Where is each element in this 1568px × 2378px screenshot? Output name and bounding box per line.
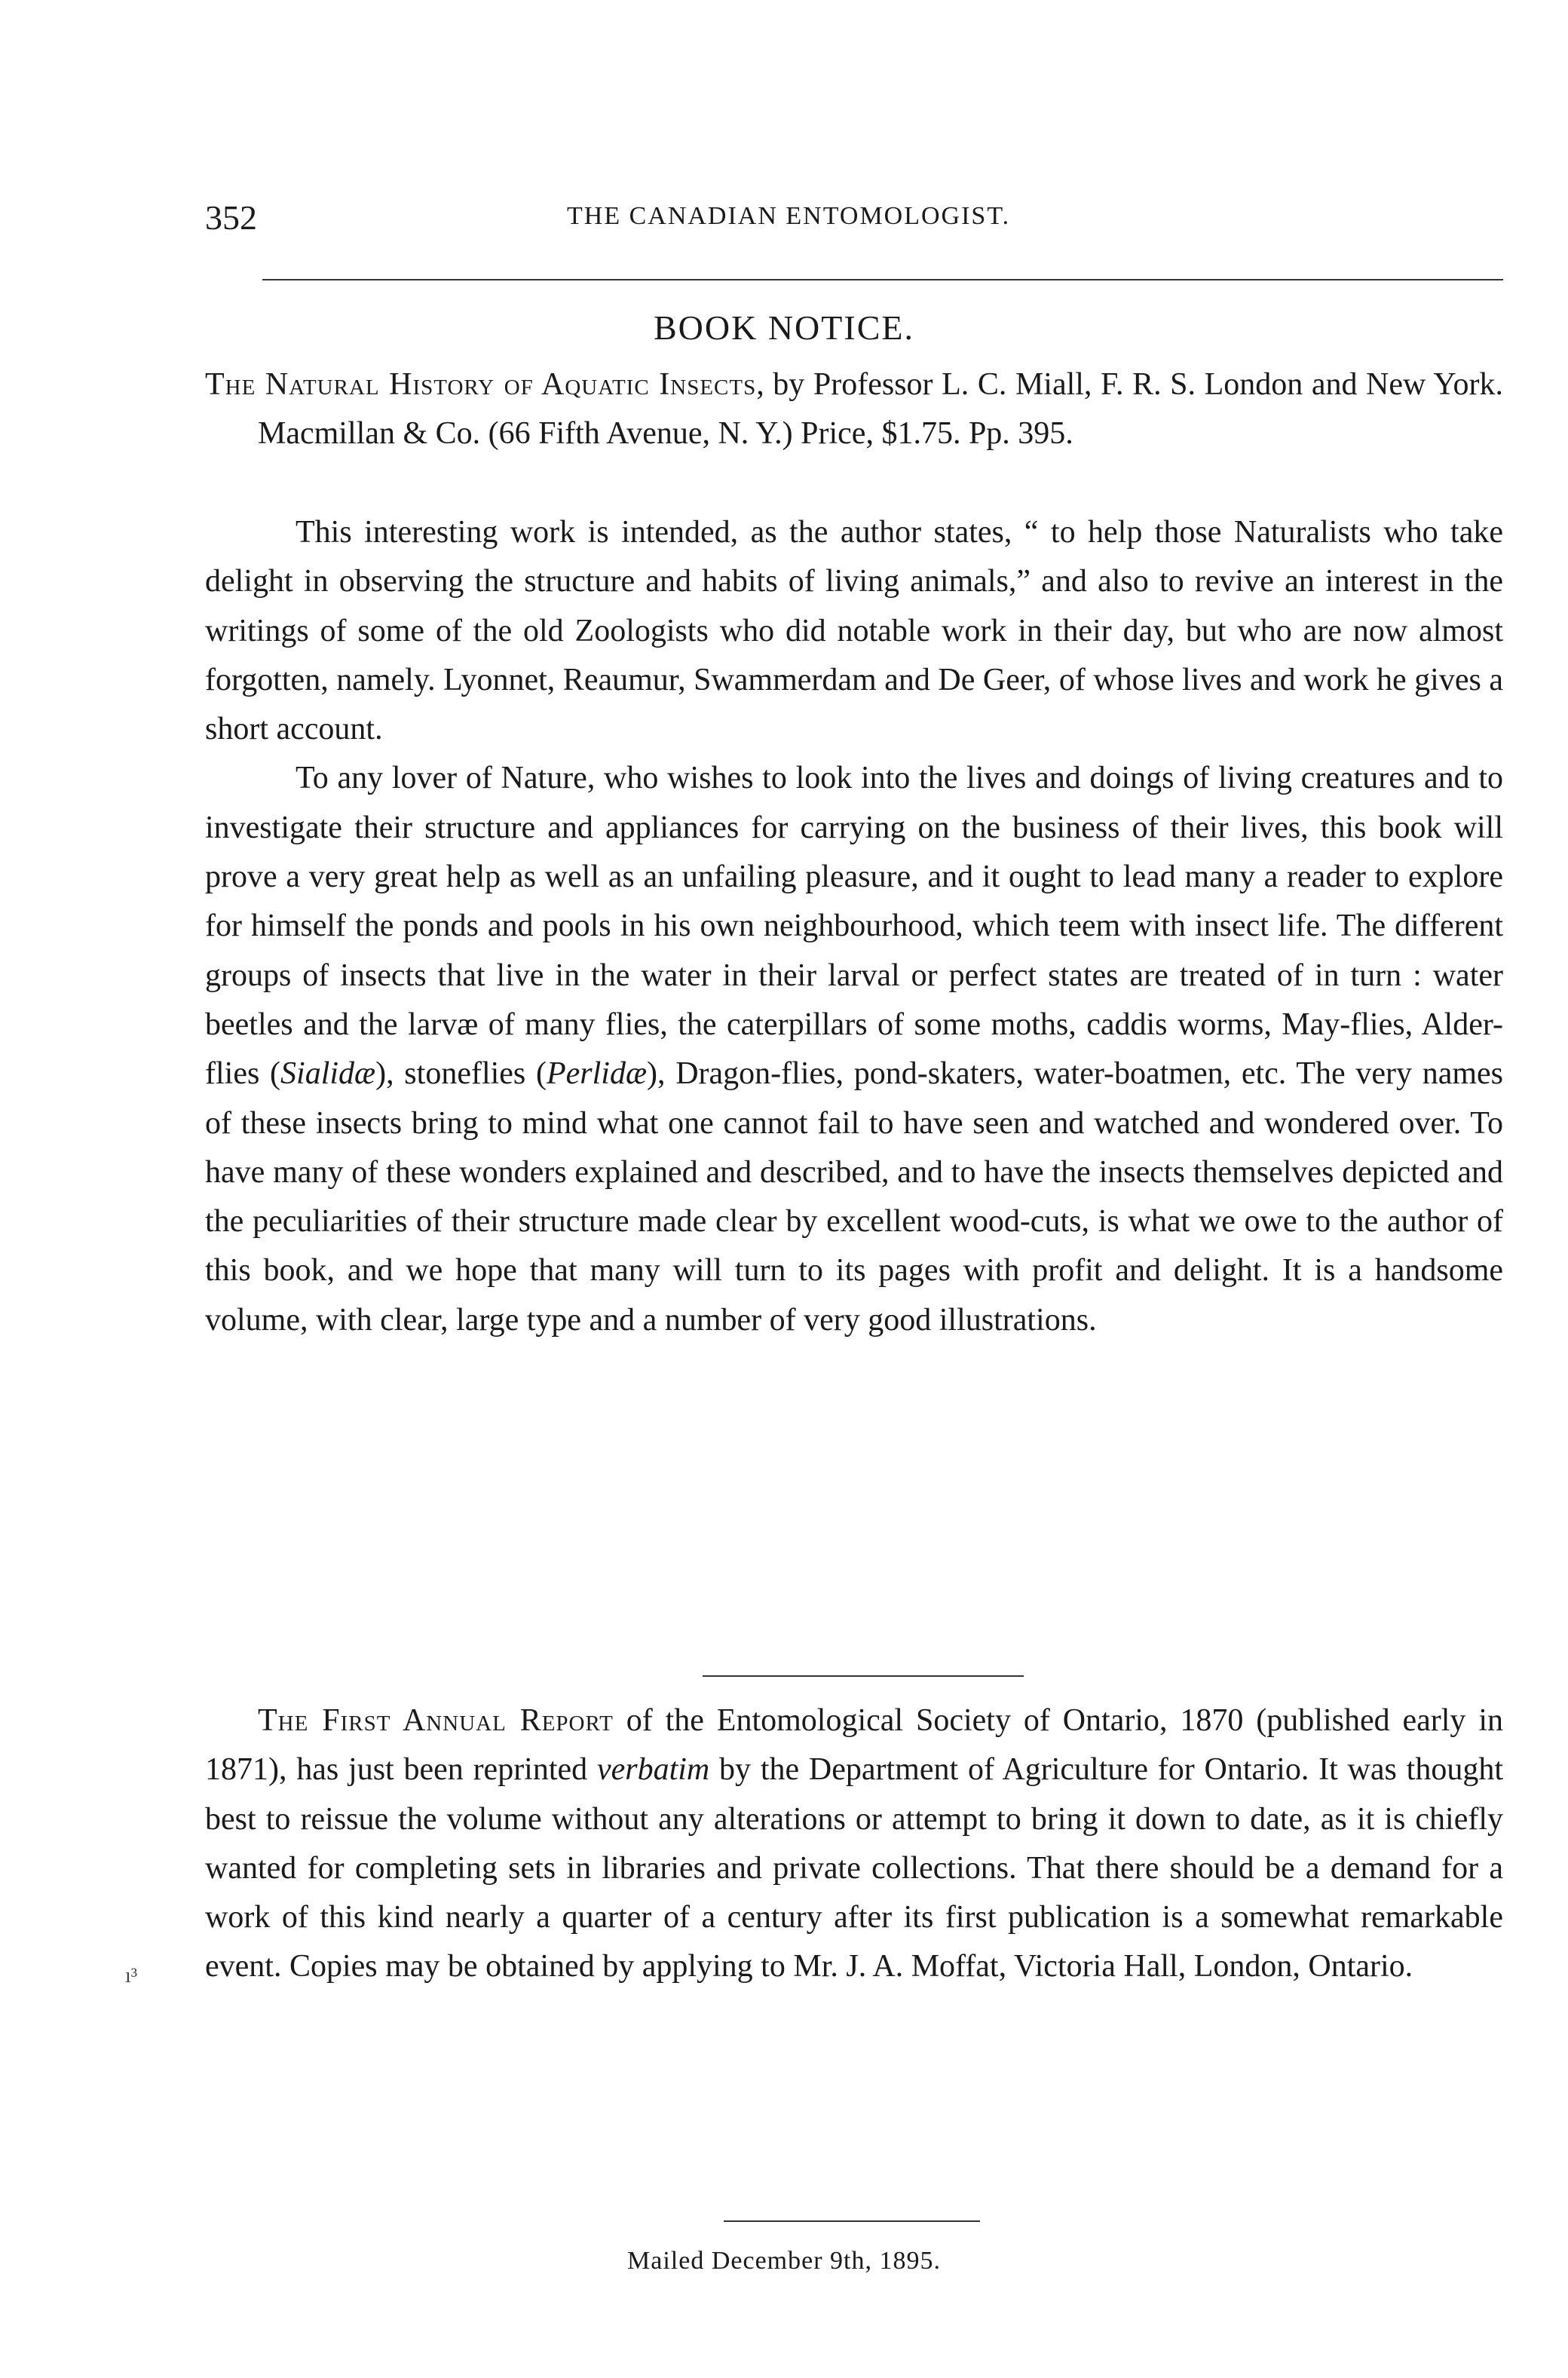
review-paragraph-1: This interesting work is intended, as the author states, “ to help those Naturalists who take delight in observing the structure and habits of living animals,” and also to revive an interest in the writings of some of the old Zoologists who did notable work in their day, but who are now almost forgotten, namely. Lyonnet, Reaumur, Swammerdam and De Geer, of whose lives and work he gives a short account.: [205, 515, 1503, 747]
section-heading: BOOK NOTICE.: [654, 308, 914, 347]
family-name-sialidae: Sialidæ: [280, 1056, 376, 1092]
section-divider: [703, 1675, 1024, 1677]
margin-mark: ı³: [125, 1964, 138, 1987]
review-paragraph-2: [205, 754, 1503, 1345]
report-notice: [205, 1696, 1503, 1992]
verbatim-word: verbatim: [596, 1752, 710, 1788]
report-text: of the Entomological Society of Ontario, 1870 (published early in 1871), has just been reprinted: [205, 1703, 1503, 1788]
report-paragraph: [205, 1696, 1503, 1992]
book-citation-paragraph: [205, 360, 1503, 459]
family-name-perlidae: Perlidæ: [547, 1056, 647, 1092]
page-number: 352: [205, 198, 257, 237]
report-title: The First Annual Report: [258, 1703, 614, 1738]
review-text: To any lover of Nature, who wishes to look into the lives and doings of living creatures and to investigate their structure and appliances for carrying on the business of their lives, this book will prove a very great help as well as an unfailing pleasure, and it ought to lead many a reader to explore for himself the ponds and pools in his own neighbourhood, which teem with insect life. The different groups of insects that live in the water in their larval or perfect states are treated of in turn : water beetles and the larvæ of many flies, the caterpillars of some moths, caddis worms, May-flies, Alder-flies (: [205, 761, 1503, 1092]
book-review: [205, 508, 1503, 1345]
running-head: THE CANADIAN ENTOMOLOGIST.: [567, 202, 1011, 230]
footer-rule: [724, 2220, 980, 2222]
header-rule: [262, 279, 1503, 280]
book-details: , by Professor L. C. Miall, F. R. S. London and New York. Macmillan & Co. (66 Fifth Avenue, N. Y.) Price, $1.75. Pp. 395.: [258, 367, 1503, 452]
book-citation: [205, 360, 1503, 459]
report-text: by the Department of Agriculture for Ontario. It was thought best to reissue the volume without any alterations or attempt to bring it down to date, as it is chiefly wanted for completing sets in libraries and private collections. That there should be a demand for a work of this kind nearly a quarter of a century after its first publication is a somewhat remarkable event. Copies may be obtained by applying to Mr. J. A. Moffat, Victoria Hall, London, Ontario.: [205, 1752, 1503, 1984]
review-text: ), stoneflies (: [375, 1056, 547, 1092]
mailed-date: Mailed December 9th, 1895.: [627, 2247, 941, 2275]
page-header: [205, 198, 1502, 243]
review-text: ), Dragon-flies, pond-skaters, water-boatmen, etc. The very names of these insects bring to mind what one cannot fail to have seen and watched and wondered over. To have many of these wonders explained and described, and to have the insects themselves depicted and the peculiarities of their structure made clear by excellent wood-cuts, is what we owe to the author of this book, and we hope that many will turn to its pages with profit and delight. It is a handsome volume, with clear, large type and a number of very good illustrations.: [205, 1056, 1503, 1338]
book-title: The Natural History of Aquatic Insects: [205, 367, 757, 402]
